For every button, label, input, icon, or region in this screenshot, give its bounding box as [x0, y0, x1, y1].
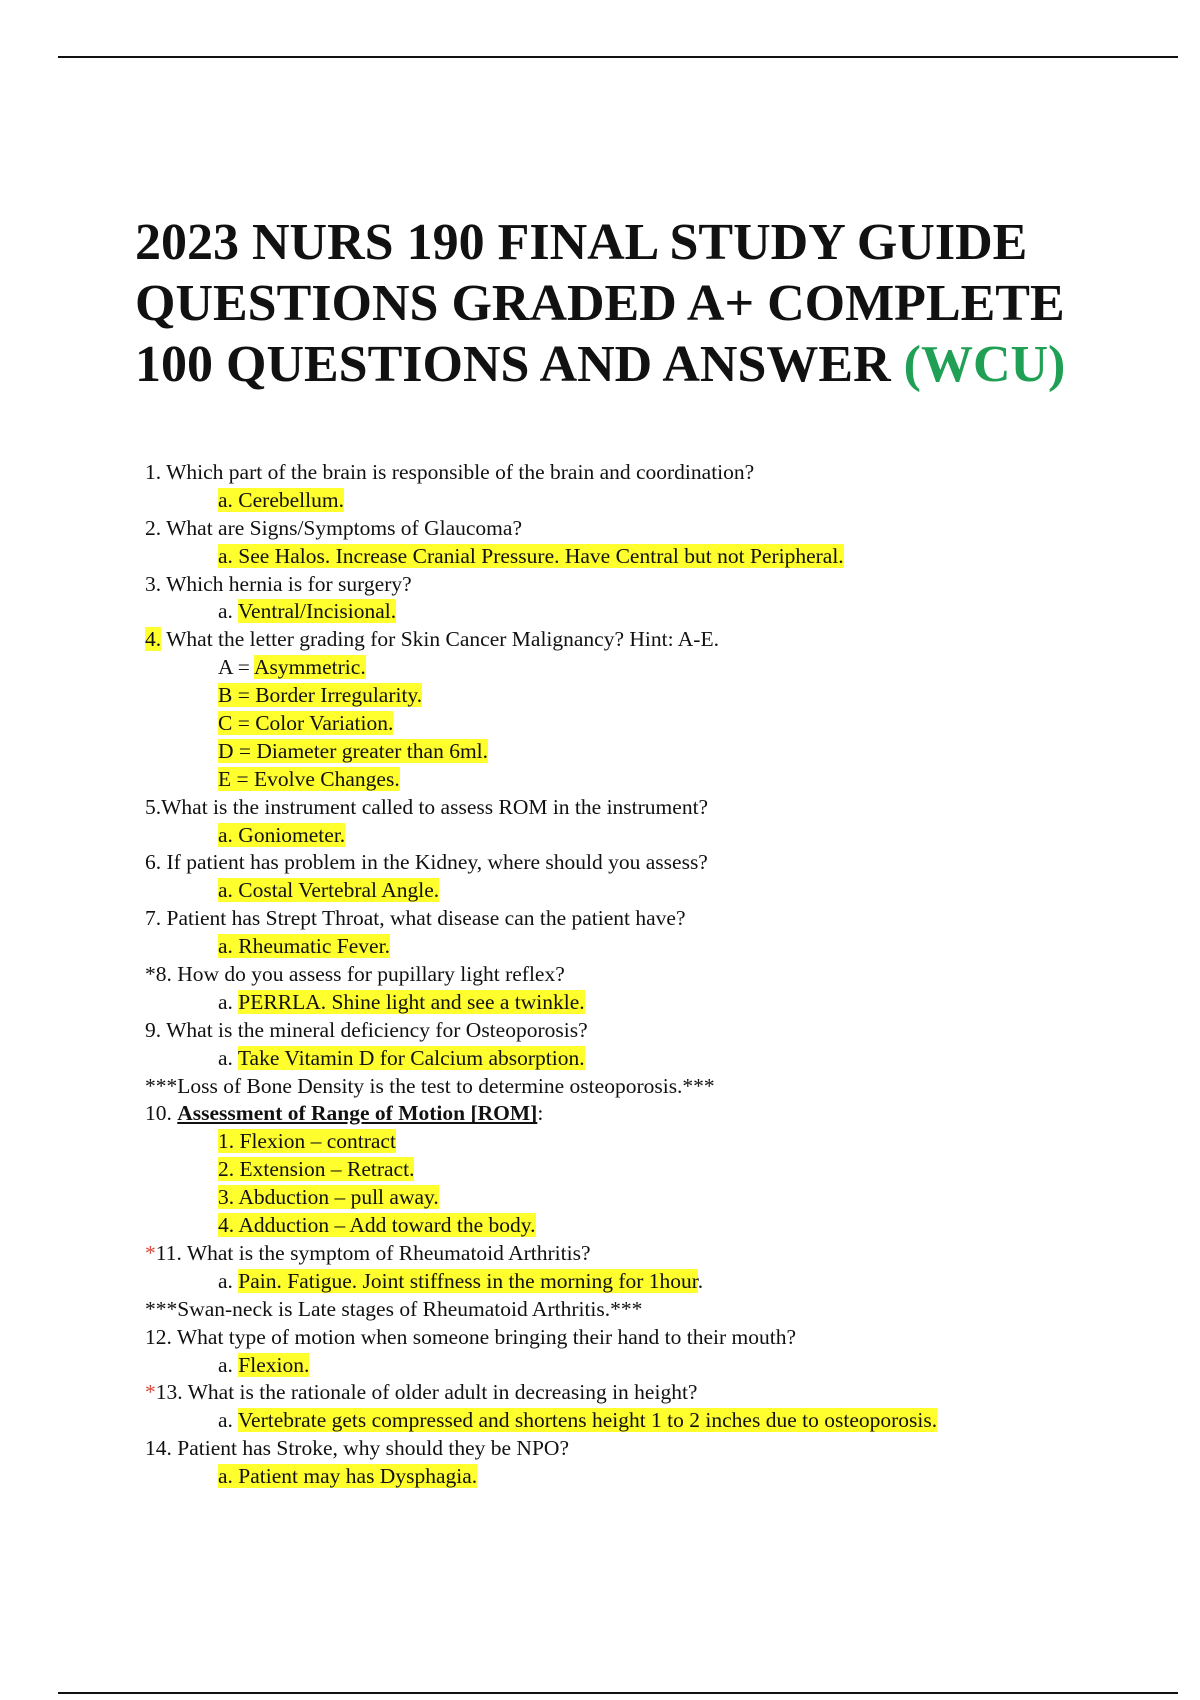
answer-11: [145, 1268, 1125, 1296]
answer-4-a-text: Asymmetric.: [254, 655, 366, 680]
answer-12-prefix: a.: [218, 1352, 239, 1377]
answer-13-prefix: a.: [218, 1408, 238, 1433]
answer-8-text: PERRLA. Shine light and see a twinkle.: [238, 989, 585, 1014]
list-item: [145, 1128, 1125, 1156]
answer-4-d: [145, 738, 1125, 766]
answer-4-c-text: C = Color Variation.: [218, 711, 394, 736]
question-5: 5.What is the instrument called to assess ROM in the instrument?: [145, 794, 709, 819]
answer-4-a: [145, 654, 1125, 682]
rom-item-3: 3. Abduction – pull away.: [218, 1185, 439, 1210]
question-11-star: *: [145, 1240, 156, 1265]
question-13-text: 13. What is the rationale of older adult in decreasing in height?: [155, 1380, 698, 1405]
answer-13-text: Vertebrate gets compressed and shortens height 1 to 2 inches due to osteoporosis.: [237, 1408, 938, 1433]
answer-6-text: a. Costal Vertebral Angle.: [218, 878, 440, 903]
answer-14: [145, 1463, 1125, 1491]
note-11: ***Swan-neck is Late stages of Rheumatoid Arthritis.***: [145, 1296, 643, 1321]
answer-11-prefix: a.: [218, 1268, 239, 1293]
question-4-text: What the letter grading for Skin Cancer Malignancy? Hint: A-E.: [161, 627, 719, 652]
title-line-3: [135, 334, 1135, 395]
question-12: 12. What type of motion when someone bringing their hand to their mouth?: [145, 1324, 797, 1349]
question-4-number: 4.: [145, 627, 162, 652]
question-13: [145, 1379, 1125, 1407]
question-10-colon: :: [537, 1101, 544, 1126]
question-13-star: *: [145, 1380, 156, 1405]
answer-4-a-label: A =: [218, 655, 255, 680]
answer-8: [145, 989, 1125, 1017]
answer-4-b-text: B = Border Irregularity.: [218, 683, 423, 708]
answer-3: [145, 598, 1125, 626]
answer-13: [145, 1407, 1125, 1435]
answer-11-suffix: .: [697, 1268, 704, 1293]
answer-1: [145, 487, 1125, 515]
title-line-1: 2023 NURS 190 FINAL STUDY GUIDE: [135, 214, 1028, 271]
rom-item-2: 2. Extension – Retract.: [218, 1157, 415, 1182]
answer-4-e-text: E = Evolve Changes.: [218, 766, 400, 791]
answer-4-b: [145, 682, 1125, 710]
answer-11-text: Pain. Fatigue. Joint stiffness in the morning for 1hour: [238, 1268, 698, 1293]
answer-6: [145, 877, 1125, 905]
question-9: 9. What is the mineral deficiency for Osteoporosis?: [145, 1017, 588, 1042]
top-rule: [58, 56, 1178, 58]
answer-1-text: a. Cerebellum.: [218, 487, 344, 512]
answer-9-text: Take Vitamin D for Calcium absorption.: [237, 1045, 585, 1070]
answer-7-text: a. Rheumatic Fever.: [218, 934, 390, 959]
question-11: [145, 1240, 1125, 1268]
answer-5-text: a. Goniometer.: [218, 822, 346, 847]
question-1: 1. Which part of the brain is responsible of the brain and coordination?: [145, 460, 755, 484]
answer-12-text: Flexion.: [238, 1352, 310, 1377]
answer-7: [145, 933, 1125, 961]
rom-item-1: 1. Flexion – contract: [218, 1129, 396, 1154]
question-10-heading: Assessment of Range of Motion [ROM]: [177, 1101, 538, 1126]
answer-2: [145, 543, 1125, 571]
question-list: [145, 459, 1125, 1491]
question-10-number: 10.: [145, 1101, 178, 1126]
answer-4-e: [145, 766, 1125, 794]
question-3: 3. Which hernia is for surgery?: [145, 571, 412, 596]
question-7: 7. Patient has Strept Throat, what disease can the patient have?: [145, 906, 686, 931]
question-2: 2. What are Signs/Symptoms of Glaucoma?: [145, 515, 522, 540]
answer-4-d-text: D = Diameter greater than 6ml.: [218, 738, 489, 763]
title-line-3-text: 100 QUESTIONS AND ANSWER: [135, 336, 904, 393]
list-item: [145, 1212, 1125, 1240]
question-14: 14. Patient has Stroke, why should they be NPO?: [145, 1436, 569, 1461]
answer-3-prefix: a.: [218, 599, 238, 624]
page-title: [135, 212, 1135, 395]
answer-8-prefix: a.: [218, 989, 239, 1014]
list-item: [145, 1156, 1125, 1184]
answer-4-c: [145, 710, 1125, 738]
answer-2-text: a. See Halos. Increase Cranial Pressure. Have Central but not Peripheral.: [218, 543, 844, 568]
question-4: [145, 626, 1125, 654]
answer-12: [145, 1352, 1125, 1380]
answer-9: [145, 1045, 1125, 1073]
title-tag: (WCU): [903, 336, 1066, 393]
bottom-rule: [58, 1692, 1178, 1694]
title-line-2: QUESTIONS GRADED A+ COMPLETE: [135, 275, 1065, 332]
rom-item-4: 4. Adduction – Add toward the body.: [218, 1213, 536, 1238]
question-6: 6. If patient has problem in the Kidney, where should you assess?: [145, 850, 708, 875]
question-10: [145, 1100, 1125, 1128]
answer-9-prefix: a.: [218, 1045, 238, 1070]
answer-14-text: a. Patient may has Dysphagia.: [218, 1464, 478, 1489]
note-9: ***Loss of Bone Density is the test to determine osteoporosis.***: [145, 1073, 715, 1098]
answer-3-text: Ventral/Incisional.: [237, 599, 397, 624]
list-item: [145, 1184, 1125, 1212]
question-8: *8. How do you assess for pupillary light reflex?: [145, 962, 565, 987]
question-11-text: 11. What is the symptom of Rheumatoid Arthritis?: [155, 1240, 591, 1265]
answer-5: [145, 822, 1125, 850]
